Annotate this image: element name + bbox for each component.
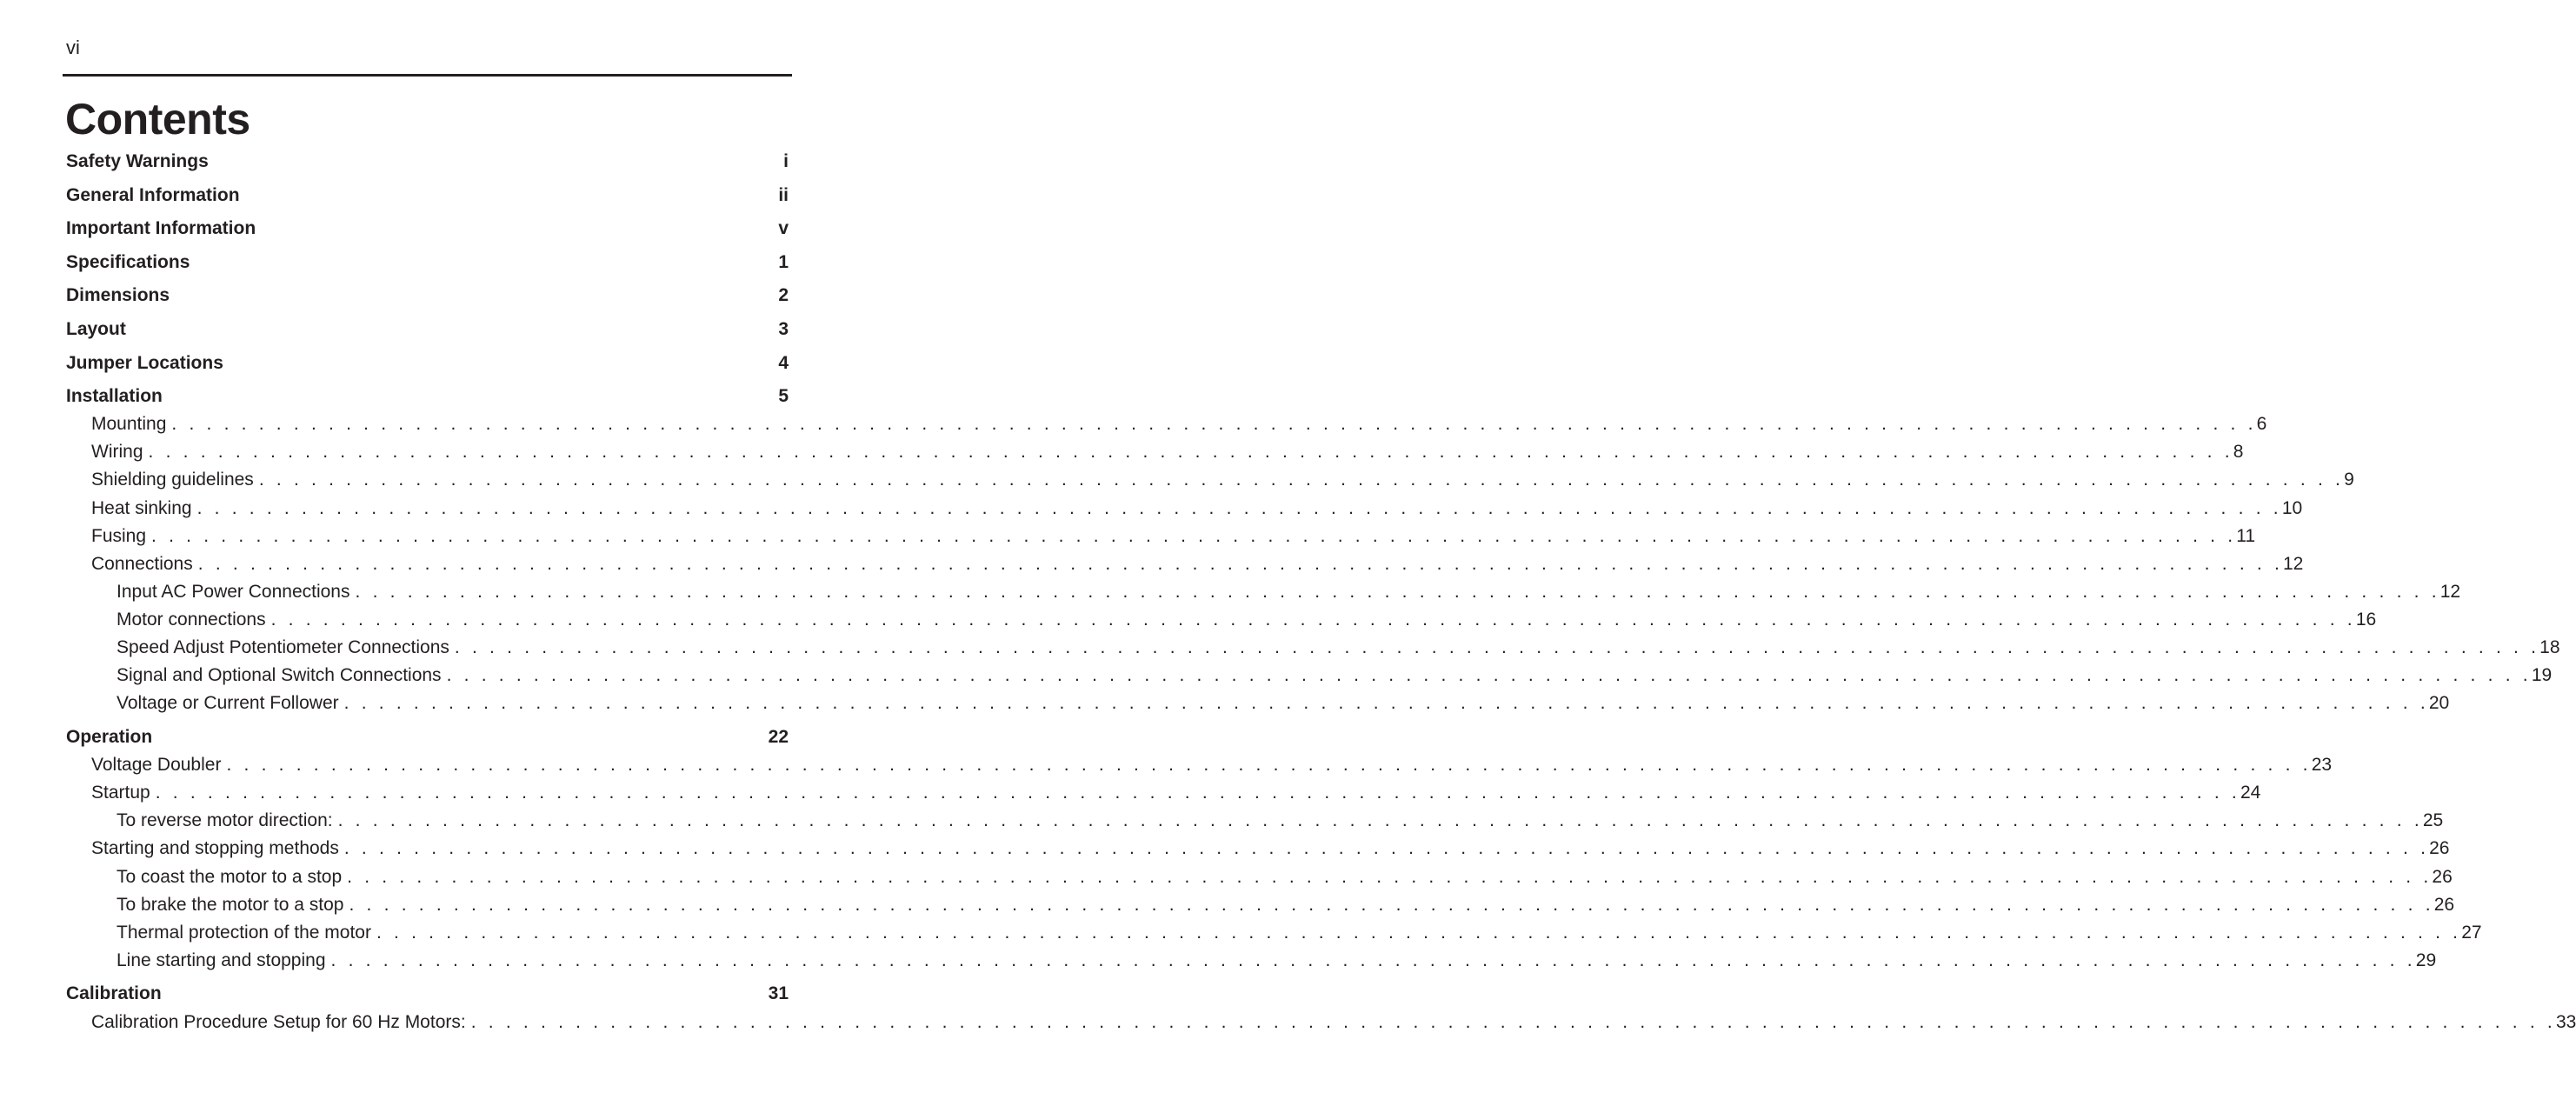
toc-subentry[interactable] [0, 498, 2303, 524]
dot-leader: . . . . . . . . . . . . . . . . . . . . . . . . . . . . . . . . . . . . . . . . . . . . . . . . . . . . . . . . . . . . . . . . . . . . . . . . . . . . . . . . . . . . . . . . . . . . . . . . . . . . . . . . . . . . . . . . . . . . . . . . [330, 950, 2416, 970]
toc-page-number: 3 [778, 319, 789, 339]
toc-entry-label: Signal and Optional Switch Connections [116, 665, 447, 686]
toc-page-number: 5 [778, 386, 789, 406]
toc-entry-label: Fusing [91, 526, 151, 547]
toc-entry-label: Layout [66, 319, 126, 339]
dot-leader: . . . . . . . . . . . . . . . . . . . . . . . . . . . . . . . . . . . . . . . . . . . . . . . . . . . . . . . . . . . . . . . . . . . . . . . . . . . . . . . . . . . . . . . . . . . . . . . . . . . . . . . . . . . . . . . . . . . . . . . . [171, 414, 2257, 434]
toc-subentry[interactable] [0, 442, 2244, 468]
toc-entry-label: Calibration [66, 983, 162, 1003]
toc-section-entry[interactable] [0, 218, 829, 244]
dot-leader: . . . . . . . . . . . . . . . . . . . . . . . . . . . . . . . . . . . . . . . . . . . . . . . . . . . . . . . . . . . . . . . . . . . . . . . . . . . . . . . . . . . . . . . . . . . . . . . . . . . . . . . . . . . . . . . . . . . . . . . . [349, 895, 2434, 915]
toc-subentry[interactable] [0, 554, 2304, 580]
toc-entry-label: Heat sinking [91, 498, 197, 519]
toc-entry-label: To reverse motor direction: [116, 810, 338, 831]
toc-page-number: 22 [768, 727, 789, 747]
toc-entry-label: To coast the motor to a stop [116, 867, 347, 888]
toc-subentry[interactable] [0, 470, 2354, 496]
toc-subentry[interactable] [0, 414, 2267, 440]
toc-subentry[interactable] [0, 755, 2333, 781]
page-title: Contents [65, 95, 250, 143]
toc-subentry[interactable] [0, 526, 2256, 552]
toc-page-number: 6 [2256, 414, 2267, 434]
toc-subentry[interactable] [0, 950, 2437, 976]
toc-entry-label: Wiring [91, 442, 149, 463]
toc-page-number: 20 [2428, 693, 2450, 713]
toc-page-number: 26 [2432, 867, 2453, 887]
toc-page-number: 33 [2555, 1012, 2576, 1032]
toc-section-entry[interactable] [0, 185, 829, 211]
toc-entry-label: Dimensions [66, 285, 170, 305]
toc-subentry[interactable] [0, 610, 2377, 636]
toc-section-entry[interactable] [0, 285, 829, 311]
dot-leader: . . . . . . . . . . . . . . . . . . . . . . . . . . . . . . . . . . . . . . . . . . . . . . . . . . . . . . . . . . . . . . . . . . . . . . . . . . . . . . . . . . . . . . . . . . . . . . . . . . . . . . . . . . . . . . . . . . . . . . . . [258, 470, 2345, 490]
toc-page-number: ii [778, 185, 789, 205]
dot-leader: . . . . . . . . . . . . . . . . . . . . . . . . . . . . . . . . . . . . . . . . . . . . . . . . . . . . . . . . . . . . . . . . . . . . . . . . . . . . . . . . . . . . . . . . . . . . . . . . . . . . . . . . . . . . . . . . . . . . . . . . [197, 554, 2283, 574]
dot-leader: . . . . . . . . . . . . . . . . . . . . . . . . . . . . . . . . . . . . . . . . . . . . . . . . . . . . . . . . . . . . . . . . . . . . . . . . . . . . . . . . . . . . . . . . . . . . . . . . . . . . . . . . . . . . . . . . . . . . . . . . [151, 526, 2237, 546]
toc-page-number: 2 [778, 285, 789, 305]
toc-entry-label: To brake the motor to a stop [116, 895, 349, 916]
dot-leader: . . . . . . . . . . . . . . . . . . . . . . . . . . . . . . . . . . . . . . . . . . . . . . . . . . . . . . . . . . . . . . . . . . . . . . . . . . . . . . . . . . . . . . . . . . . . . . . . . . . . . . . . . . . . . . . . . . . . . . . . [376, 923, 2462, 943]
toc-entry-label: Thermal protection of the motor [116, 923, 376, 943]
toc-section-entry[interactable] [0, 983, 829, 1009]
toc-page-number: 26 [2433, 895, 2455, 915]
page-number: vi [66, 37, 80, 58]
toc-subentry[interactable] [0, 895, 2455, 921]
toc-entry-label: Mounting [91, 414, 171, 435]
dot-leader: . . . . . . . . . . . . . . . . . . . . . . . . . . . . . . . . . . . . . . . . . . . . . . . . . . . . . . . . . . . . . . . . . . . . . . . . . . . . . . . . . . . . . . . . . . . . . . . . . . . . . . . . . . . . . . . . . . . . . . . . [196, 498, 2282, 518]
toc-subentry[interactable] [0, 838, 2450, 864]
toc-subentry[interactable] [0, 637, 2560, 663]
dot-leader: . . . . . . . . . . . . . . . . . . . . . . . . . . . . . . . . . . . . . . . . . . . . . . . . . . . . . . . . . . . . . . . . . . . . . . . . . . . . . . . . . . . . . . . . . . . . . . . . . . . . . . . . . . . . . . . . . . . . . . . . [355, 582, 2440, 602]
toc-page-number: 27 [2461, 923, 2482, 943]
toc-page-number: v [778, 218, 789, 238]
toc-page-number: 18 [2539, 637, 2560, 657]
toc-entry-label: General Information [66, 185, 240, 205]
toc-page-number: 4 [778, 353, 789, 373]
toc-page-number: 24 [2240, 783, 2261, 803]
toc-entry-label: Jumper Locations [66, 353, 223, 373]
toc-entry-label: Voltage or Current Follower [116, 693, 344, 714]
toc-page-number: i [783, 151, 789, 171]
toc-entry-label: Calibration Procedure Setup for 60 Hz Motors: [91, 1012, 471, 1033]
toc-section-entry[interactable] [0, 252, 829, 278]
toc-section-entry[interactable] [0, 319, 829, 345]
toc-entry-label: Connections [91, 554, 198, 575]
toc-entry-label: Shielding guidelines [91, 470, 259, 490]
toc-subentry[interactable] [0, 1012, 2576, 1038]
toc-page-number: 12 [2283, 554, 2304, 574]
dot-leader: . . . . . . . . . . . . . . . . . . . . . . . . . . . . . . . . . . . . . . . . . . . . . . . . . . . . . . . . . . . . . . . . . . . . . . . . . . . . . . . . . . . . . . . . . . . . . . . . . . . . . . . . . . . . . . . . . . . . . . . . [454, 637, 2540, 657]
dot-leader: . . . . . . . . . . . . . . . . . . . . . . . . . . . . . . . . . . . . . . . . . . . . . . . . . . . . . . . . . . . . . . . . . . . . . . . . . . . . . . . . . . . . . . . . . . . . . . . . . . . . . . . . . . . . . . . . . . . . . . . . [343, 838, 2430, 858]
toc-page-number: 1 [778, 252, 789, 272]
toc-page-number: 8 [2233, 442, 2244, 462]
toc-section-entry[interactable] [0, 151, 829, 177]
toc-entry-label: Specifications [66, 252, 190, 272]
dot-leader: . . . . . . . . . . . . . . . . . . . . . . . . . . . . . . . . . . . . . . . . . . . . . . . . . . . . . . . . . . . . . . . . . . . . . . . . . . . . . . . . . . . . . . . . . . . . . . . . . . . . . . . . . . . . . . . . . . . . . . . . [343, 693, 2429, 713]
dot-leader: . . . . . . . . . . . . . . . . . . . . . . . . . . . . . . . . . . . . . . . . . . . . . . . . . . . . . . . . . . . . . . . . . . . . . . . . . . . . . . . . . . . . . . . . . . . . . . . . . . . . . . . . . . . . . . . . . . . . . . . . [226, 755, 2312, 775]
toc-entry-label: Operation [66, 727, 153, 747]
toc-entry-label: Input AC Power Connections [116, 582, 356, 603]
dot-leader: . . . . . . . . . . . . . . . . . . . . . . . . . . . . . . . . . . . . . . . . . . . . . . . . . . . . . . . . . . . . . . . . . . . . . . . . . . . . . . . . . . . . . . . . . . . . . . . . . . . . . . . . . . . . . . . . . . . . . . . . [446, 665, 2532, 685]
toc-page-number: 9 [2344, 470, 2354, 490]
toc-page-number: 10 [2281, 498, 2303, 518]
toc-subentry[interactable] [0, 582, 2461, 608]
toc-entry-label: Installation [66, 386, 163, 406]
toc-entry-label: Speed Adjust Potentiometer Connections [116, 637, 455, 658]
toc-entry-label: Starting and stopping methods [91, 838, 344, 859]
toc-subentry[interactable] [0, 810, 2444, 836]
toc-page-number: 25 [2422, 810, 2444, 830]
toc-page-number: 19 [2531, 665, 2553, 685]
dot-leader: . . . . . . . . . . . . . . . . . . . . . . . . . . . . . . . . . . . . . . . . . . . . . . . . . . . . . . . . . . . . . . . . . . . . . . . . . . . . . . . . . . . . . . . . . . . . . . . . . . . . . . . . . . . . . . . . . . . . . . . . [470, 1012, 2556, 1032]
toc-section-entry[interactable] [0, 353, 829, 379]
toc-subentry[interactable] [0, 693, 2450, 719]
toc-page-number: 11 [2236, 526, 2256, 546]
toc-page-number: 31 [768, 983, 789, 1003]
dot-leader: . . . . . . . . . . . . . . . . . . . . . . . . . . . . . . . . . . . . . . . . . . . . . . . . . . . . . . . . . . . . . . . . . . . . . . . . . . . . . . . . . . . . . . . . . . . . . . . . . . . . . . . . . . . . . . . . . . . . . . . . [148, 442, 2233, 462]
toc-page-number: 16 [2355, 610, 2377, 630]
toc-subentry[interactable] [0, 923, 2482, 949]
toc-entry-label: Important Information [66, 218, 256, 238]
toc-entry-label: Motor connections [116, 610, 271, 630]
toc-entry-label: Startup [91, 783, 156, 803]
toc-subentry[interactable] [0, 783, 2261, 809]
toc-entry-label: Line starting and stopping [116, 950, 331, 971]
toc-entry-label: Safety Warnings [66, 151, 209, 171]
toc-page-number: 12 [2440, 582, 2461, 602]
dot-leader: . . . . . . . . . . . . . . . . . . . . . . . . . . . . . . . . . . . . . . . . . . . . . . . . . . . . . . . . . . . . . . . . . . . . . . . . . . . . . . . . . . . . . . . . . . . . . . . . . . . . . . . . . . . . . . . . . . . . . . . . [337, 810, 2423, 830]
toc-subentry[interactable] [0, 665, 2553, 691]
toc-section-entry[interactable] [0, 727, 829, 753]
dot-leader: . . . . . . . . . . . . . . . . . . . . . . . . . . . . . . . . . . . . . . . . . . . . . . . . . . . . . . . . . . . . . . . . . . . . . . . . . . . . . . . . . . . . . . . . . . . . . . . . . . . . . . . . . . . . . . . . . . . . . . . . [347, 867, 2433, 887]
toc-page-number: 23 [2311, 755, 2333, 775]
toc-subentry[interactable] [0, 867, 2453, 893]
dot-leader: . . . . . . . . . . . . . . . . . . . . . . . . . . . . . . . . . . . . . . . . . . . . . . . . . . . . . . . . . . . . . . . . . . . . . . . . . . . . . . . . . . . . . . . . . . . . . . . . . . . . . . . . . . . . . . . . . . . . . . . . [270, 610, 2356, 630]
toc-page-number: 29 [2415, 950, 2437, 970]
toc-entry-label: Voltage Doubler [91, 755, 226, 776]
toc-page-number: 26 [2429, 838, 2450, 858]
toc-section-entry[interactable] [0, 386, 829, 412]
dot-leader: . . . . . . . . . . . . . . . . . . . . . . . . . . . . . . . . . . . . . . . . . . . . . . . . . . . . . . . . . . . . . . . . . . . . . . . . . . . . . . . . . . . . . . . . . . . . . . . . . . . . . . . . . . . . . . . . . . . . . . . . [155, 783, 2240, 803]
